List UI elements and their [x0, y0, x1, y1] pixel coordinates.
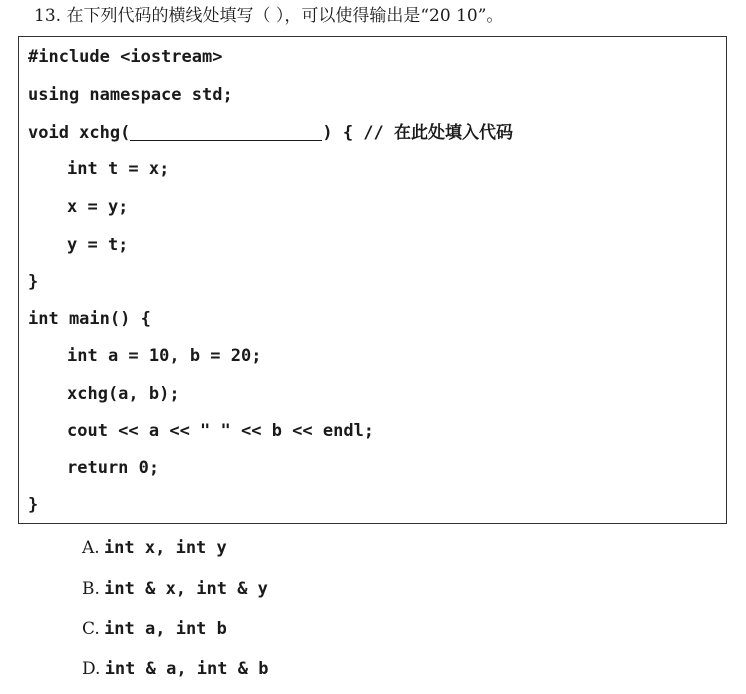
code-line-call-xchg: xchg(a, b);	[67, 384, 180, 404]
code-line-cout: cout << a << " " << b << endl;	[67, 421, 375, 441]
option-c-letter: C.	[82, 619, 100, 639]
option-c-text: int a, int b	[104, 619, 227, 639]
code-line-include: #include <iostream>	[28, 47, 223, 67]
code-line-close-brace: }	[28, 272, 39, 292]
option-d-letter: D.	[82, 659, 101, 679]
code-line-using: using namespace std;	[28, 85, 233, 105]
code-fragment-signature-end: ) { //	[322, 123, 395, 143]
option-d[interactable]	[82, 657, 268, 681]
option-a-letter: A.	[82, 538, 100, 558]
option-d-text: int & a, int & b	[104, 659, 269, 679]
code-comment: 在此处填入代码	[394, 123, 514, 143]
code-line-y-assign: y = t;	[67, 235, 129, 255]
question-text: 13. 在下列代码的横线处填写（ ），可以使得输出是“20 10”。	[34, 6, 504, 26]
code-fragment-signature-start: void xchg(	[28, 123, 131, 143]
code-line-x-assign: x = y;	[67, 197, 129, 217]
option-b-letter: B.	[82, 579, 100, 599]
code-line-main-close: }	[28, 495, 39, 515]
option-c[interactable]	[82, 617, 227, 641]
option-a[interactable]	[82, 536, 227, 560]
code-block	[18, 36, 727, 524]
option-b-text: int & x, int & y	[104, 579, 268, 599]
option-a-text: int x, int y	[103, 538, 227, 558]
code-line-temp-assign: int t = x;	[67, 159, 170, 179]
code-line-function-signature	[28, 121, 513, 145]
code-line-main: int main() {	[28, 309, 151, 329]
code-line-return: return 0;	[67, 458, 160, 478]
option-b[interactable]	[82, 577, 268, 601]
code-line-declare-vars: int a = 10, b = 20;	[67, 346, 262, 366]
fill-in-blank	[130, 122, 322, 141]
